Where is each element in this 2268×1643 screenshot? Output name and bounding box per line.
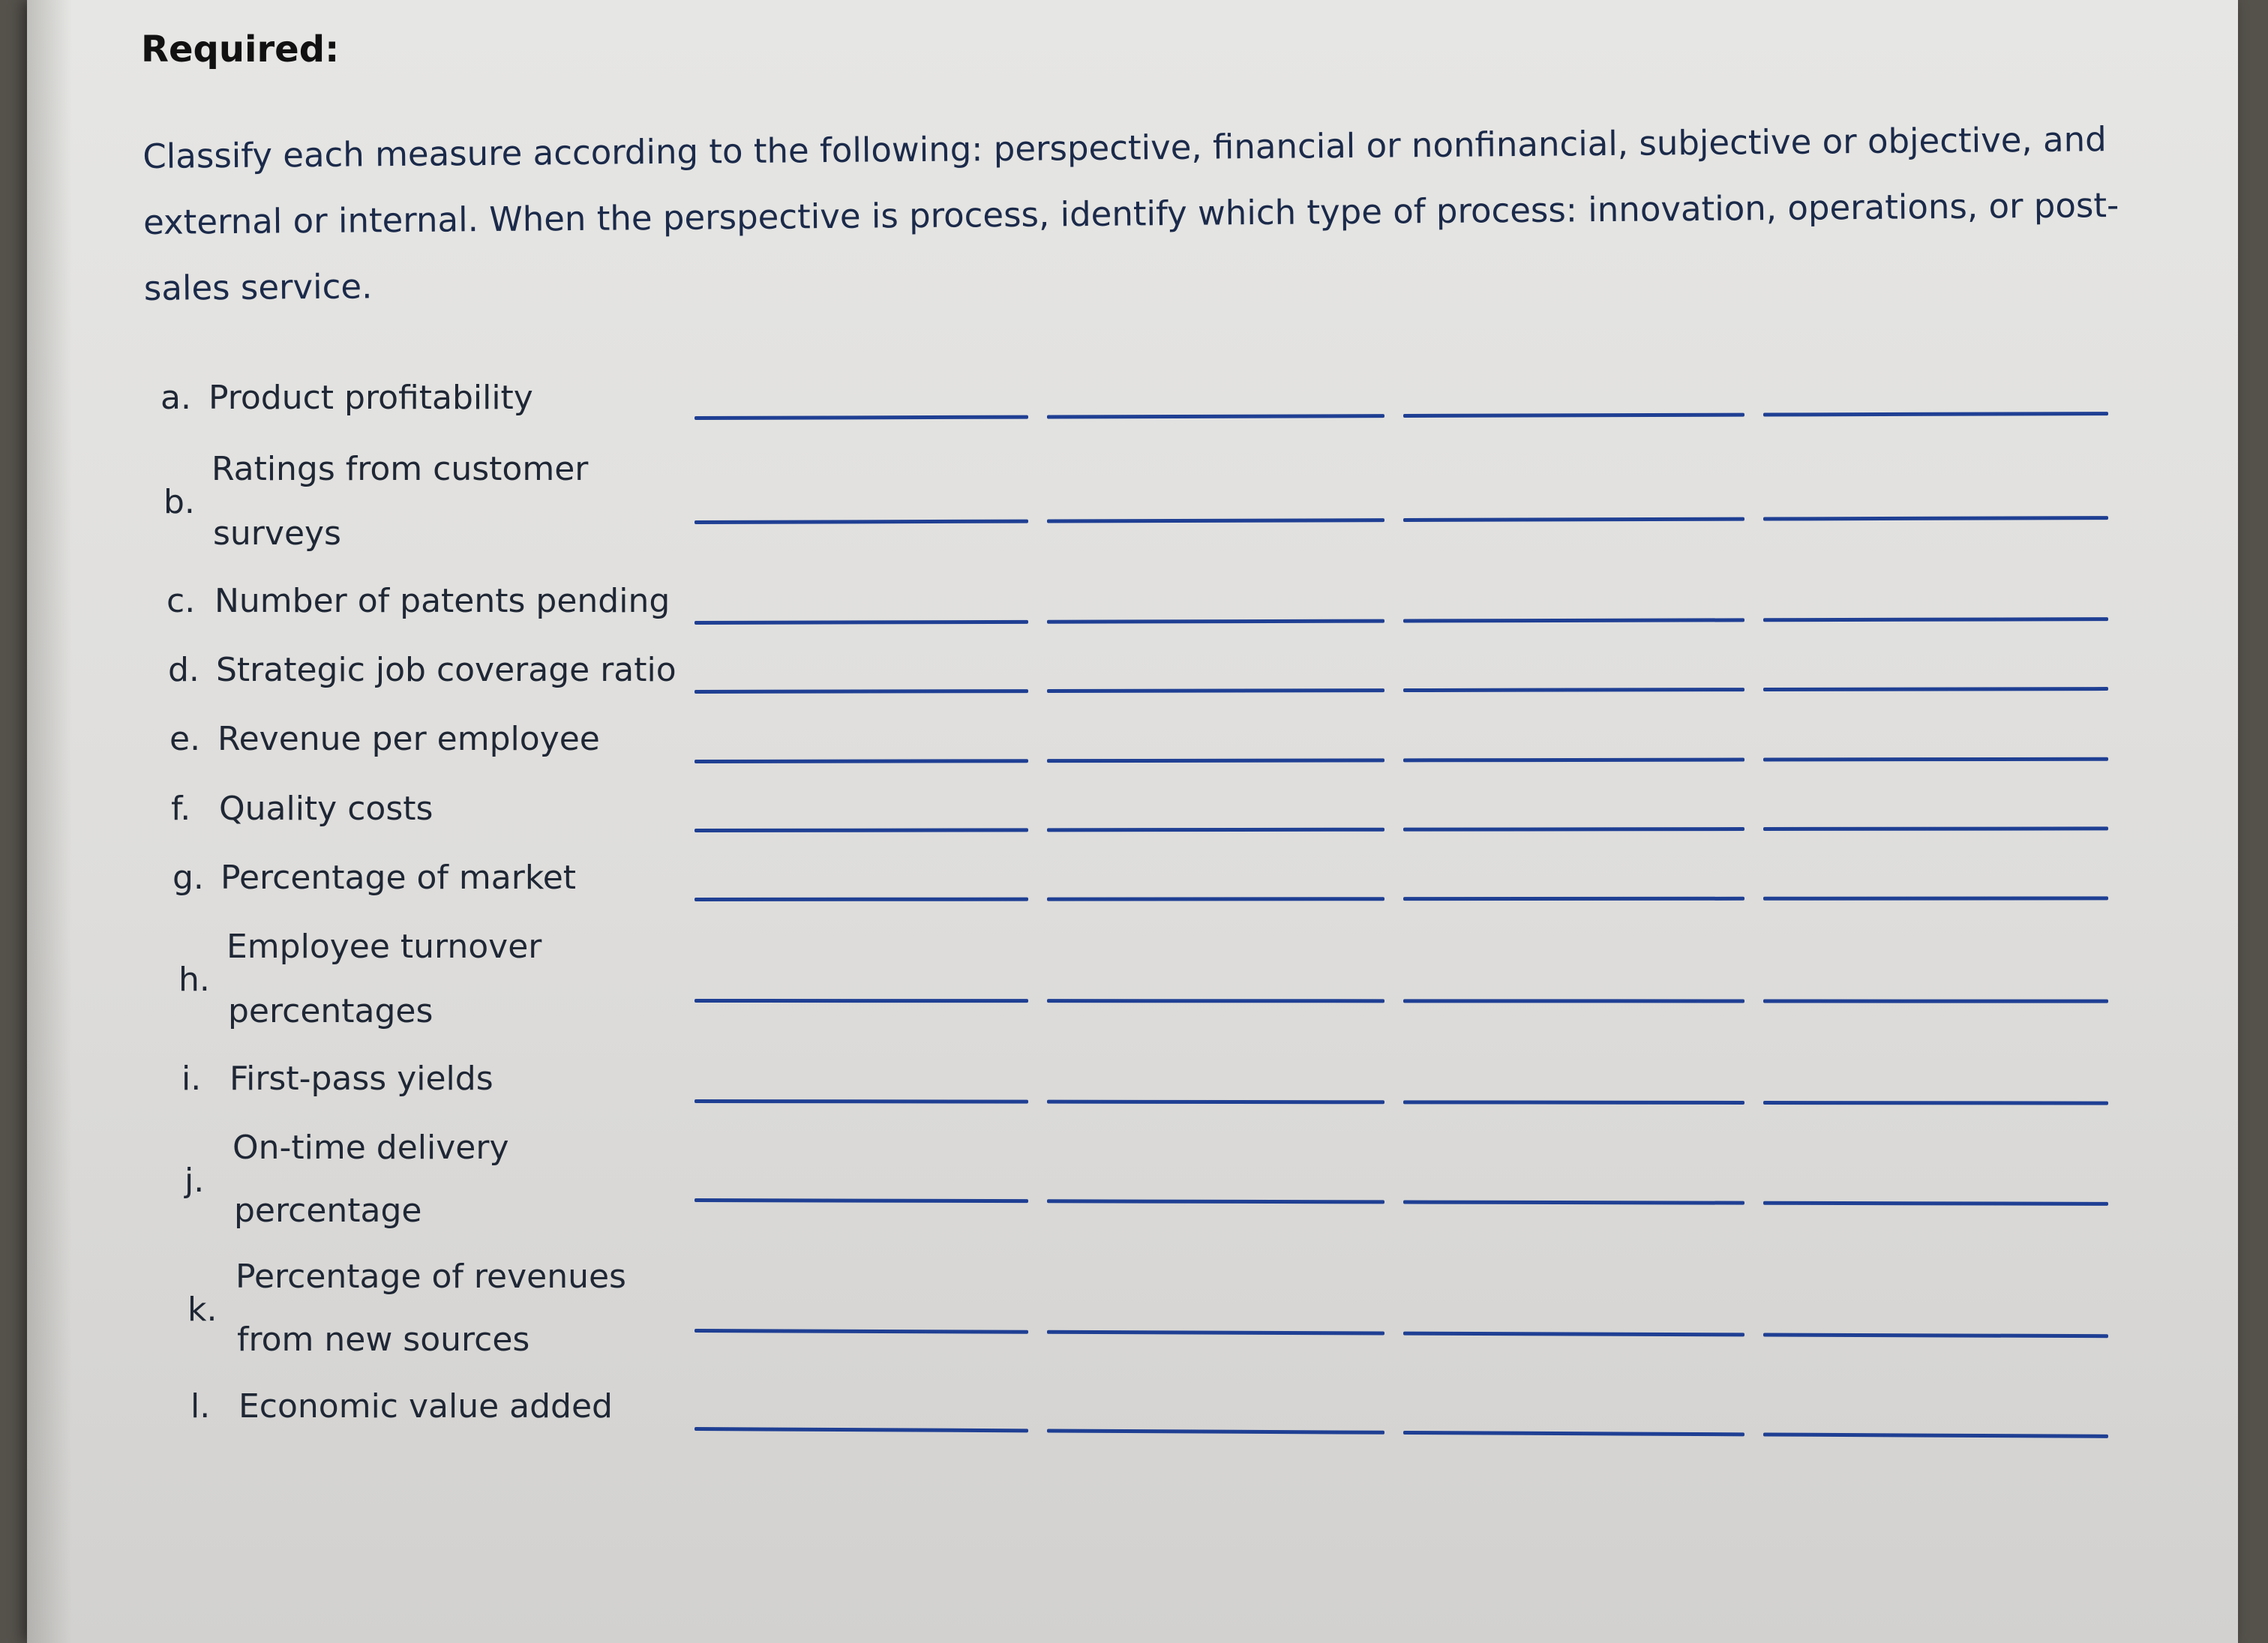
- item-label: Strategic job coverage ratio: [216, 651, 676, 689]
- answer-blank-financial[interactable]: [1047, 518, 1384, 523]
- heading: Required:: [141, 28, 340, 70]
- answer-blank-perspective[interactable]: [694, 1099, 1028, 1104]
- item-letter: i.: [182, 1060, 202, 1098]
- answer-row-d: [694, 687, 2127, 694]
- item-label: Number of patents pending: [214, 582, 670, 620]
- item-label-line2: from new sources: [237, 1321, 530, 1359]
- answer-row-f: [694, 826, 2127, 833]
- item-label: First-pass yields: [230, 1060, 494, 1098]
- item-letter: b.: [164, 483, 195, 521]
- answer-blank-subjective[interactable]: [1403, 618, 1744, 622]
- item-letter: a.: [160, 379, 191, 417]
- answer-blank-subjective[interactable]: [1403, 1100, 1744, 1105]
- answer-blank-financial[interactable]: [1047, 688, 1384, 693]
- answer-blank-subjective[interactable]: [1403, 827, 1744, 832]
- answer-blank-perspective[interactable]: [694, 620, 1028, 625]
- item-letter: d.: [168, 651, 200, 689]
- answer-row-c: [694, 617, 2127, 625]
- answer-row-g: [694, 896, 2127, 902]
- item-label-line2: percentage: [234, 1192, 422, 1230]
- item-letter: l.: [190, 1387, 211, 1426]
- answer-blank-external[interactable]: [1763, 1333, 2108, 1338]
- answer-blank-external[interactable]: [1763, 826, 2108, 831]
- answer-row-e: [694, 757, 2127, 764]
- answer-blank-subjective[interactable]: [1403, 1431, 1744, 1436]
- answer-blank-external[interactable]: [1763, 1201, 2108, 1206]
- answer-blank-financial[interactable]: [1047, 758, 1384, 763]
- answer-blank-subjective[interactable]: [1403, 999, 1744, 1003]
- answer-blank-perspective[interactable]: [694, 1198, 1028, 1203]
- instructions: Classify each measure according to the following: perspective, financial or nonfinancial, subjective or objective, and external or internal. When the perspective is process, identify which type of process: innovation, operations, or post-sales service.: [142, 119, 2120, 308]
- answer-blank-subjective[interactable]: [1403, 758, 1744, 763]
- item-label-line1: Percentage of revenues: [236, 1258, 626, 1296]
- answer-blank-financial[interactable]: [1047, 619, 1384, 624]
- answer-blank-subjective[interactable]: [1403, 1332, 1744, 1337]
- answer-blank-financial[interactable]: [1047, 414, 1384, 418]
- answer-blank-perspective[interactable]: [694, 898, 1028, 901]
- answer-blank-financial[interactable]: [1047, 1330, 1384, 1336]
- answer-blank-perspective[interactable]: [694, 759, 1028, 763]
- answer-blank-external[interactable]: [1763, 516, 2108, 520]
- item-label: Revenue per employee: [218, 720, 600, 758]
- answer-blank-external[interactable]: [1763, 999, 2108, 1003]
- answer-blank-perspective[interactable]: [694, 520, 1028, 524]
- answer-blank-external[interactable]: [1763, 1432, 2108, 1438]
- answer-blank-perspective[interactable]: [694, 999, 1028, 1003]
- answer-blank-external[interactable]: [1763, 617, 2108, 622]
- worksheet-page: [27, 0, 2238, 1643]
- item-letter: k.: [188, 1291, 218, 1329]
- answer-row-i: [694, 1099, 2127, 1106]
- answer-blank-subjective[interactable]: [1403, 897, 1744, 901]
- answer-blank-perspective[interactable]: [694, 415, 1028, 420]
- item-letter: c.: [166, 582, 196, 620]
- answer-row-a: [694, 412, 2127, 421]
- answer-blank-external[interactable]: [1763, 687, 2108, 691]
- item-letter: e.: [170, 720, 201, 758]
- answer-blank-perspective[interactable]: [694, 828, 1028, 832]
- item-letter: f.: [171, 790, 191, 828]
- answer-row-h: [694, 999, 2127, 1004]
- answer-blank-perspective[interactable]: [694, 1329, 1028, 1334]
- item-label: Percentage of market: [220, 859, 577, 897]
- answer-blank-financial[interactable]: [1047, 1429, 1384, 1434]
- answer-blank-external[interactable]: [1763, 757, 2108, 762]
- item-label: Product profitability: [208, 379, 533, 417]
- answer-blank-subjective[interactable]: [1403, 1200, 1744, 1204]
- item-label-line1: Ratings from customer: [212, 450, 589, 488]
- answer-blank-subjective[interactable]: [1403, 517, 1744, 522]
- answer-blank-external[interactable]: [1763, 896, 2108, 900]
- item-label-line1: On-time delivery: [232, 1129, 509, 1167]
- answer-blank-financial[interactable]: [1047, 828, 1384, 832]
- answer-blank-financial[interactable]: [1047, 1100, 1384, 1105]
- item-label: Economic value added: [238, 1387, 613, 1426]
- answer-blank-subjective[interactable]: [1403, 688, 1744, 692]
- item-label: Quality costs: [219, 790, 434, 828]
- answer-blank-financial[interactable]: [1047, 1199, 1384, 1204]
- answer-blank-perspective[interactable]: [694, 689, 1028, 694]
- answer-blank-financial[interactable]: [1047, 897, 1384, 901]
- answer-row-k: [694, 1329, 2127, 1339]
- answer-row-l: [694, 1427, 2127, 1439]
- answer-row-j: [694, 1198, 2127, 1207]
- answer-blank-external[interactable]: [1763, 412, 2108, 416]
- answer-blank-perspective[interactable]: [694, 1427, 1028, 1432]
- item-label-line2: surveys: [213, 514, 341, 553]
- item-label-line2: percentages: [228, 992, 434, 1030]
- answer-blank-external[interactable]: [1763, 1101, 2108, 1105]
- item-letter: h.: [178, 961, 210, 999]
- answer-row-b: [694, 516, 2127, 525]
- answer-blank-financial[interactable]: [1047, 999, 1384, 1003]
- answer-blank-subjective[interactable]: [1403, 413, 1744, 418]
- item-label-line1: Employee turnover: [226, 928, 542, 966]
- item-letter: j.: [184, 1162, 205, 1200]
- item-letter: g.: [172, 859, 204, 897]
